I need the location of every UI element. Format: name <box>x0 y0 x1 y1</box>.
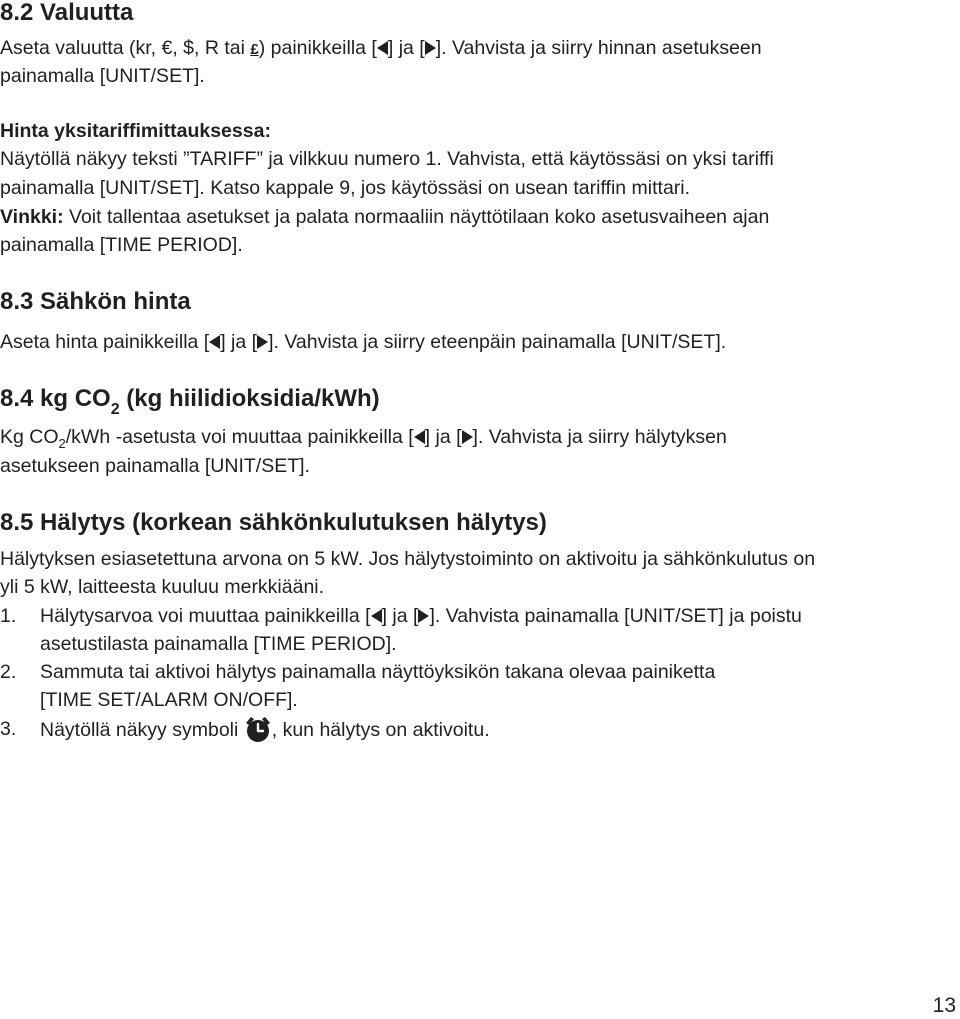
co2-text-d: ]. Vahvista ja siirry hälytyksen <box>472 426 727 448</box>
price-paragraph-line-1 <box>0 328 726 356</box>
list-item-number-1: 1. <box>0 605 17 627</box>
page-number: 13 <box>932 994 956 1017</box>
left-arrow-icon <box>414 430 425 444</box>
co2-text-a: Kg CO <box>0 426 59 448</box>
right-arrow-icon <box>418 609 429 623</box>
co2-paragraph-line-2: asetukseen painamalla [UNIT/SET]. <box>0 455 310 477</box>
left-arrow-icon <box>377 41 388 55</box>
item3-text-b: , kun hälytys on aktivoitu. <box>271 719 490 741</box>
left-arrow-icon <box>371 609 382 623</box>
single-tariff-heading: Hinta yksitariffimittauksessa: <box>0 120 271 142</box>
right-arrow-icon <box>257 335 268 349</box>
list-item-3-line-1 <box>40 715 490 744</box>
currency-paragraph-line-1 <box>0 34 762 64</box>
single-tariff-line-2: painamalla [UNIT/SET]. Katso kappale 9, jos käytössäsi on usean tariffin mittari. <box>0 177 691 199</box>
pound-symbol: £ <box>250 41 259 58</box>
right-arrow-icon <box>462 430 473 444</box>
item1-text-b: ] ja [ <box>381 605 419 627</box>
currency-text-c: ] ja [ <box>387 37 425 59</box>
section-heading-currency: 8.2 Valuutta <box>0 0 134 26</box>
right-arrow-icon <box>425 41 436 55</box>
list-item-1-line-2: asetustilasta painamalla [TIME PERIOD]. <box>40 633 397 655</box>
single-tariff-line-1: Näytöllä näkyy teksti ”TARIFF” ja vilkkuu numero 1. Vahvista, että käytössäsi on yksi tariffi <box>0 148 774 170</box>
alarm-paragraph-line-2: yli 5 kW, laitteesta kuuluu merkkiääni. <box>0 576 325 598</box>
co2-paragraph-line-1 <box>0 423 727 451</box>
left-arrow-icon <box>209 335 220 349</box>
tip-label: Vinkki: <box>0 206 64 228</box>
co2-heading-a: 8.4 kg CO <box>0 385 111 412</box>
item3-text-a: Näytöllä näkyy symboli <box>40 719 244 741</box>
price-text-a: Aseta hinta painikkeilla [ <box>0 331 210 353</box>
item1-text-a: Hälytysarvoa voi muuttaa painikkeilla [ <box>40 605 371 627</box>
currency-text-a: Aseta valuutta (kr, €, $, R tai <box>0 37 251 59</box>
co2-subscript: 2 <box>58 436 66 451</box>
currency-paragraph-line-2: painamalla [UNIT/SET]. <box>0 65 205 87</box>
tip-text: Voit tallentaa asetukset ja palata normaaliin näyttötilaan koko asetusvaiheen ajan <box>63 206 770 228</box>
list-item-number-2: 2. <box>0 661 17 683</box>
price-text-b: ] ja [ <box>220 331 258 353</box>
co2-heading-subscript: 2 <box>110 401 120 418</box>
list-item-2-line-1: Sammuta tai aktivoi hälytys painamalla näyttöyksikön takana olevaa painiketta <box>40 661 716 683</box>
co2-text-b: /kWh -asetusta voi muuttaa painikkeilla [ <box>65 426 414 448</box>
list-item-2-line-2: [TIME SET/ALARM ON/OFF]. <box>40 689 298 711</box>
currency-text-b: ) painikkeilla [ <box>258 37 377 59</box>
alarm-paragraph-line-1: Hälytyksen esiasetettuna arvona on 5 kW. Jos hälytystoiminto on aktivoitu ja sähkönkulutus on <box>0 548 816 570</box>
item1-text-c: ]. Vahvista painamalla [UNIT/SET] ja poistu <box>429 605 802 627</box>
section-heading-price: 8.3 Sähkön hinta <box>0 288 191 315</box>
list-item-number-3: 3. <box>0 718 17 740</box>
tip-line-2: painamalla [TIME PERIOD]. <box>0 234 243 256</box>
co2-heading-b: (kg hiilidioksidia/kWh) <box>119 385 380 412</box>
co2-text-c: ] ja [ <box>424 426 462 448</box>
tip-line-1 <box>0 203 769 231</box>
list-item-1-line-1 <box>40 602 802 630</box>
section-heading-co2 <box>0 384 380 418</box>
currency-text-d: ]. Vahvista ja siirry hinnan asetukseen <box>435 37 762 59</box>
alarm-clock-icon <box>244 715 272 743</box>
price-text-c: ]. Vahvista ja siirry eteenpäin painamalla [UNIT/SET]. <box>268 331 727 353</box>
section-heading-alarm: 8.5 Hälytys (korkean sähkönkulutuksen hälytys) <box>0 509 547 536</box>
